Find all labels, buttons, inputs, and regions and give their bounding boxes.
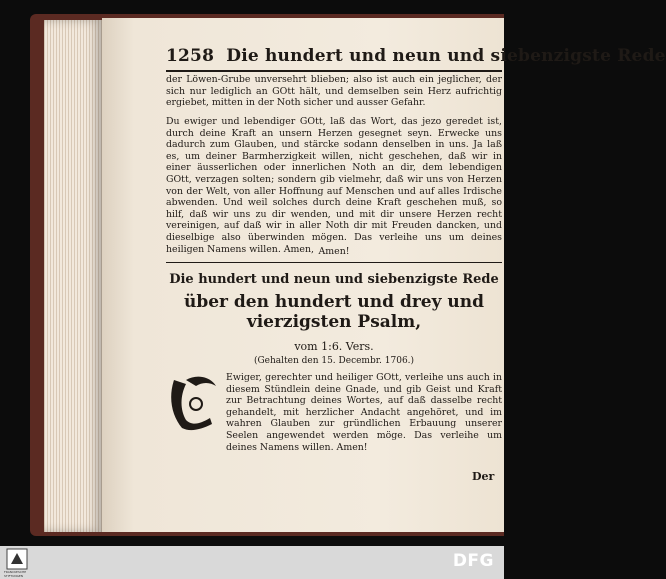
prev-paragraph: der Löwen-Grube unversehrt blieben; also ist auch ein jeglicher, der sich nur lediglich an GOtt hält, und demselben sein Herz aufrichtig ergiebet, mitten in der Noth sicher und ausser Gefahr. — [166, 74, 502, 109]
book-page — [102, 18, 666, 532]
section-divider — [166, 262, 502, 263]
ornamental-initial-icon — [166, 372, 220, 434]
section-title: Die hundert und neun und siebenzigste Rede — [169, 272, 499, 287]
amen-line: Amen! — [318, 246, 350, 257]
verse-reference: vom 1:6. Vers. — [294, 340, 374, 353]
catchword: Der — [472, 470, 495, 483]
section-subtitle: über den hundert und drey und vierzigsten Psalm, — [183, 292, 484, 332]
running-title: Die hundert und neun und siebenzigste Rede — [226, 46, 666, 66]
running-header — [166, 46, 666, 68]
library-label: FRANCKESCHE STIFTUNGEN — [4, 570, 27, 578]
opening-prayer: Ewiger, gerechter und heiliger GOtt, verleihe uns auch in diesem Stündlein deine Gnade, und gib Geist und Kraft zur Betrachtung deines Wortes, auf daß dasselbe recht gehandelt, mit herzlicher Andacht angehöret, und im wahren Glauben zur gründlichen Erbauung unserer Seelen angewendet werden möge. Das verleihe um deines Namens willen. Amen! — [226, 372, 502, 453]
closing-prayer: Du ewiger und lebendiger GOtt, laß das Wort, das jezo geredet ist, durch deine Kraft an unsern Herzen gesegnet seyn. Erwecke uns dadurch zum Glauben, und stärcke sodann denselben in uns. Ja laß es, um deiner Barmherzigkeit willen, nicht geschehen, daß wir in einer äusserlichen oder innerlichen Noth an dir, dem lebendigen GOtt, verzagen solten; sondern gib vielmehr, daß wir uns von Herzen von der Welt, von aller Hoffnung auf Menschen und auf alles Irdische abwenden. Und weil solches durch deine Kraft geschehen muß, so hilf, daß wir uns zu dir wenden, und mit dir unsere Herzen recht vereinigen, auf daß wir in aller Noth dir mit Freuden dancken, und dieselbige also überwinden mögen. Das verleihe uns um deines heiligen Namens willen. Amen, — [166, 116, 502, 255]
page-number: 1258 — [166, 46, 215, 66]
delivery-date: (Gehalten den 15. Decembr. 1706.) — [253, 356, 415, 366]
viewer-footer — [0, 546, 504, 579]
page-edges — [44, 20, 104, 532]
header-rule — [166, 70, 502, 72]
funder-logo: DFG — [452, 551, 494, 571]
